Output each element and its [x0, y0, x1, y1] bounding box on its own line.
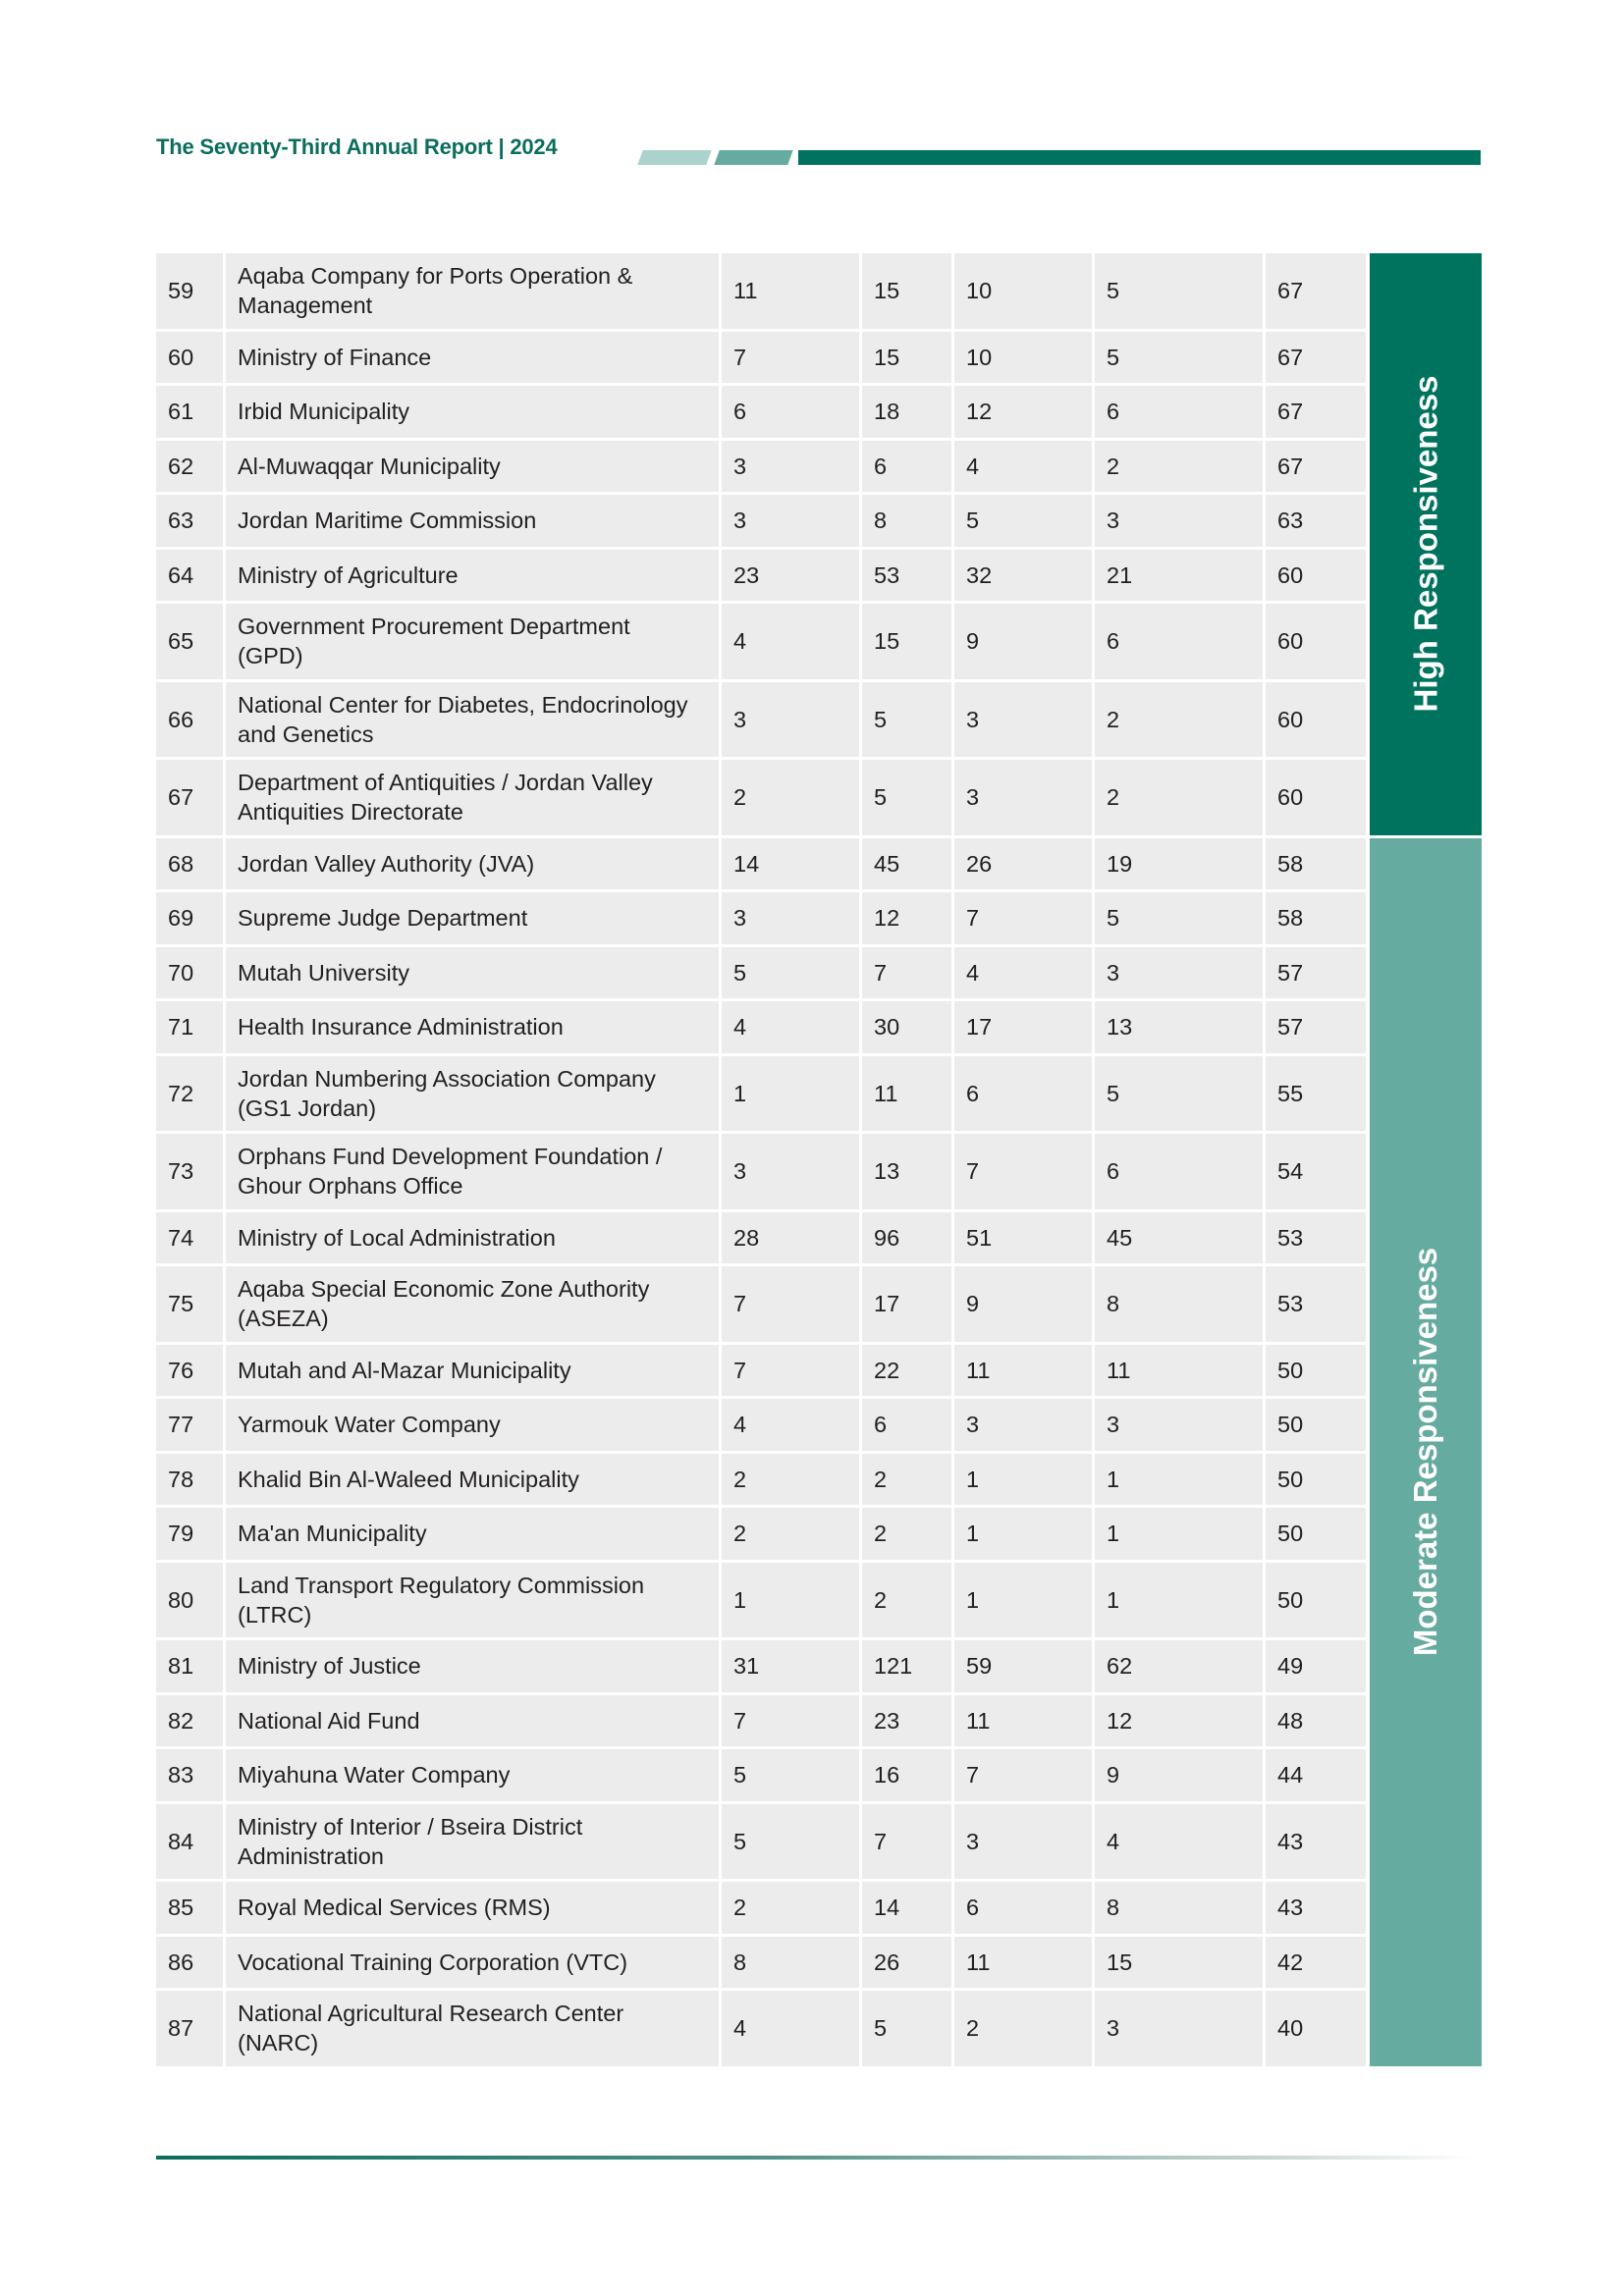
cell-value-2: 7: [862, 1804, 951, 1880]
cell-value-4: 5: [1095, 253, 1263, 329]
cell-value-1: 2: [722, 1882, 859, 1934]
cell-value-4: 3: [1095, 947, 1263, 999]
cell-value-5: 67: [1266, 386, 1366, 438]
cell-value-5: 67: [1266, 253, 1366, 329]
cell-value-3: 59: [954, 1640, 1092, 1692]
cell-value-5: 67: [1266, 332, 1366, 384]
cell-value-4: 2: [1095, 682, 1263, 758]
cell-value-5: 67: [1266, 441, 1366, 493]
cell-value-4: 2: [1095, 760, 1263, 835]
cell-name: Jordan Maritime Commission: [226, 495, 719, 547]
cell-rank: 72: [156, 1056, 223, 1132]
cell-value-5: 49: [1266, 1640, 1366, 1692]
table-row: [156, 760, 1366, 838]
table-row: [156, 1266, 1366, 1345]
cell-value-5: 58: [1266, 892, 1366, 944]
cell-value-3: 1: [954, 1508, 1092, 1560]
category-band-high: [1370, 253, 1482, 835]
cell-name: Government Procurement Department (GPD): [226, 604, 719, 679]
cell-rank: 78: [156, 1454, 223, 1506]
cell-value-2: 30: [862, 1001, 951, 1053]
cell-value-4: 6: [1095, 604, 1263, 679]
cell-value-3: 11: [954, 1695, 1092, 1747]
cell-value-5: 57: [1266, 947, 1366, 999]
cell-value-2: 18: [862, 386, 951, 438]
cell-value-5: 43: [1266, 1882, 1366, 1934]
cell-value-2: 15: [862, 332, 951, 384]
cell-value-2: 13: [862, 1134, 951, 1209]
cell-rank: 79: [156, 1508, 223, 1560]
cell-value-3: 7: [954, 1749, 1092, 1801]
cell-rank: 82: [156, 1695, 223, 1747]
table-row: [156, 838, 1366, 893]
cell-value-1: 2: [722, 1454, 859, 1506]
table-row: [156, 1345, 1366, 1400]
cell-name: Jordan Valley Authority (JVA): [226, 838, 719, 890]
cell-value-4: 8: [1095, 1266, 1263, 1342]
footer-divider: [156, 2156, 1473, 2160]
cell-value-1: 1: [722, 1056, 859, 1132]
cell-rank: 75: [156, 1266, 223, 1342]
cell-value-4: 11: [1095, 1345, 1263, 1397]
cell-rank: 73: [156, 1134, 223, 1209]
cell-rank: 84: [156, 1804, 223, 1880]
cell-value-2: 96: [862, 1212, 951, 1264]
cell-value-1: 8: [722, 1937, 859, 1989]
cell-value-3: 7: [954, 892, 1092, 944]
cell-value-2: 16: [862, 1749, 951, 1801]
cell-value-3: 10: [954, 332, 1092, 384]
cell-name: Mutah University: [226, 947, 719, 999]
cell-value-4: 3: [1095, 1991, 1263, 2066]
cell-value-1: 5: [722, 1749, 859, 1801]
cell-name: Irbid Municipality: [226, 386, 719, 438]
cell-value-1: 2: [722, 760, 859, 835]
cell-rank: 81: [156, 1640, 223, 1692]
cell-value-1: 2: [722, 1508, 859, 1560]
cell-value-2: 53: [862, 550, 951, 602]
table-row: [156, 1399, 1366, 1454]
table-row: [156, 441, 1366, 496]
cell-value-5: 42: [1266, 1937, 1366, 1989]
cell-value-1: 3: [722, 682, 859, 758]
cell-value-4: 8: [1095, 1882, 1263, 1934]
cell-rank: 68: [156, 838, 223, 890]
cell-value-4: 15: [1095, 1937, 1263, 1989]
table-row: [156, 1882, 1366, 1937]
category-label-high: High Responsiveness: [1407, 375, 1444, 713]
cell-name: Jordan Numbering Association Company (GS1 Jordan): [226, 1056, 719, 1132]
cell-value-5: 50: [1266, 1508, 1366, 1560]
cell-rank: 59: [156, 253, 223, 329]
cell-value-3: 1: [954, 1454, 1092, 1506]
cell-value-3: 26: [954, 838, 1092, 890]
cell-value-4: 9: [1095, 1749, 1263, 1801]
cell-value-2: 8: [862, 495, 951, 547]
cell-value-2: 2: [862, 1563, 951, 1638]
header-bar-segment-2: [714, 150, 792, 165]
table-row: [156, 1695, 1366, 1750]
cell-value-2: 22: [862, 1345, 951, 1397]
cell-value-1: 7: [722, 1345, 859, 1397]
cell-value-3: 5: [954, 495, 1092, 547]
cell-value-3: 4: [954, 947, 1092, 999]
cell-value-1: 4: [722, 604, 859, 679]
table-row: [156, 1749, 1366, 1804]
cell-value-5: 50: [1266, 1454, 1366, 1506]
cell-name: Ministry of Justice: [226, 1640, 719, 1692]
table-row: [156, 682, 1366, 761]
table-row: [156, 1056, 1366, 1135]
cell-name: Mutah and Al-Mazar Municipality: [226, 1345, 719, 1397]
cell-name: Al-Muwaqqar Municipality: [226, 441, 719, 493]
cell-name: Vocational Training Corporation (VTC): [226, 1937, 719, 1989]
cell-value-3: 17: [954, 1001, 1092, 1053]
cell-value-1: 4: [722, 1991, 859, 2066]
cell-value-1: 3: [722, 441, 859, 493]
cell-value-2: 15: [862, 604, 951, 679]
table-row: [156, 1640, 1366, 1695]
table-row: [156, 1563, 1366, 1641]
cell-value-2: 17: [862, 1266, 951, 1342]
cell-rank: 70: [156, 947, 223, 999]
cell-value-2: 2: [862, 1454, 951, 1506]
cell-value-4: 3: [1095, 495, 1263, 547]
cell-rank: 83: [156, 1749, 223, 1801]
cell-name: National Agricultural Research Center (NARC): [226, 1991, 719, 2066]
cell-value-5: 58: [1266, 838, 1366, 890]
cell-rank: 64: [156, 550, 223, 602]
cell-name: Miyahuna Water Company: [226, 1749, 719, 1801]
cell-name: Ministry of Local Administration: [226, 1212, 719, 1264]
cell-value-3: 11: [954, 1345, 1092, 1397]
cell-value-1: 1: [722, 1563, 859, 1638]
cell-name: Yarmouk Water Company: [226, 1399, 719, 1451]
cell-value-3: 4: [954, 441, 1092, 493]
cell-value-1: 6: [722, 386, 859, 438]
cell-rank: 87: [156, 1991, 223, 2066]
cell-name: Ministry of Agriculture: [226, 550, 719, 602]
report-title: The Seventy-Third Annual Report | 2024: [156, 134, 558, 159]
cell-value-5: 50: [1266, 1563, 1366, 1638]
cell-value-5: 60: [1266, 550, 1366, 602]
cell-value-5: 53: [1266, 1266, 1366, 1342]
cell-name: National Aid Fund: [226, 1695, 719, 1747]
cell-value-5: 48: [1266, 1695, 1366, 1747]
cell-name: Ma'an Municipality: [226, 1508, 719, 1560]
cell-value-2: 6: [862, 441, 951, 493]
cell-name: Khalid Bin Al-Waleed Municipality: [226, 1454, 719, 1506]
cell-value-3: 6: [954, 1056, 1092, 1132]
cell-value-5: 60: [1266, 604, 1366, 679]
cell-value-1: 3: [722, 1134, 859, 1209]
cell-value-3: 11: [954, 1937, 1092, 1989]
cell-name: Ministry of Finance: [226, 332, 719, 384]
cell-name: Aqaba Company for Ports Operation & Management: [226, 253, 719, 329]
cell-value-4: 62: [1095, 1640, 1263, 1692]
table-row: [156, 947, 1366, 1002]
cell-value-5: 50: [1266, 1345, 1366, 1397]
cell-rank: 67: [156, 760, 223, 835]
cell-value-1: 14: [722, 838, 859, 890]
cell-value-3: 7: [954, 1134, 1092, 1209]
cell-rank: 61: [156, 386, 223, 438]
cell-name: Orphans Fund Development Foundation / Ghour Orphans Office: [226, 1134, 719, 1209]
cell-name: Health Insurance Administration: [226, 1001, 719, 1053]
cell-value-2: 26: [862, 1937, 951, 1989]
category-band-moderate: [1370, 838, 1482, 2066]
cell-value-4: 1: [1095, 1508, 1263, 1560]
cell-name: Aqaba Special Economic Zone Authority (ASEZA): [226, 1266, 719, 1342]
cell-rank: 62: [156, 441, 223, 493]
cell-name: Ministry of Interior / Bseira District Administration: [226, 1804, 719, 1880]
cell-value-5: 57: [1266, 1001, 1366, 1053]
cell-value-5: 40: [1266, 1991, 1366, 2066]
cell-value-2: 6: [862, 1399, 951, 1451]
cell-value-3: 9: [954, 1266, 1092, 1342]
cell-rank: 74: [156, 1212, 223, 1264]
cell-value-5: 60: [1266, 760, 1366, 835]
cell-value-1: 5: [722, 947, 859, 999]
cell-rank: 65: [156, 604, 223, 679]
table-row: [156, 604, 1366, 682]
table-row: [156, 1937, 1366, 1992]
cell-value-3: 3: [954, 682, 1092, 758]
table-row: [156, 332, 1366, 387]
cell-value-1: 4: [722, 1399, 859, 1451]
cell-value-1: 5: [722, 1804, 859, 1880]
cell-value-2: 14: [862, 1882, 951, 1934]
cell-value-3: 6: [954, 1882, 1092, 1934]
cell-value-1: 3: [722, 892, 859, 944]
cell-value-4: 2: [1095, 441, 1263, 493]
category-label-moderate: Moderate Responsiveness: [1407, 1247, 1444, 1657]
cell-value-4: 6: [1095, 386, 1263, 438]
cell-value-3: 9: [954, 604, 1092, 679]
cell-value-2: 5: [862, 760, 951, 835]
cell-value-4: 12: [1095, 1695, 1263, 1747]
cell-rank: 80: [156, 1563, 223, 1638]
cell-value-5: 44: [1266, 1749, 1366, 1801]
cell-value-2: 2: [862, 1508, 951, 1560]
cell-value-2: 12: [862, 892, 951, 944]
cell-value-2: 15: [862, 253, 951, 329]
cell-value-2: 23: [862, 1695, 951, 1747]
table-row: [156, 1991, 1366, 2069]
cell-name: Royal Medical Services (RMS): [226, 1882, 719, 1934]
cell-value-3: 32: [954, 550, 1092, 602]
cell-value-4: 21: [1095, 550, 1263, 602]
header-bar-segment-1: [637, 150, 711, 165]
cell-value-5: 63: [1266, 495, 1366, 547]
cell-value-5: 53: [1266, 1212, 1366, 1264]
cell-name: National Center for Diabetes, Endocrinology and Genetics: [226, 682, 719, 758]
cell-value-3: 2: [954, 1991, 1092, 2066]
cell-rank: 66: [156, 682, 223, 758]
table-row: [156, 495, 1366, 550]
cell-name: Land Transport Regulatory Commission (LTRC): [226, 1563, 719, 1638]
cell-value-4: 3: [1095, 1399, 1263, 1451]
cell-value-1: 23: [722, 550, 859, 602]
cell-value-1: 7: [722, 332, 859, 384]
cell-value-3: 3: [954, 760, 1092, 835]
cell-value-4: 5: [1095, 1056, 1263, 1132]
cell-value-1: 11: [722, 253, 859, 329]
cell-rank: 85: [156, 1882, 223, 1934]
cell-value-2: 121: [862, 1640, 951, 1692]
table-row: [156, 550, 1366, 605]
cell-value-1: 7: [722, 1695, 859, 1747]
table-row: [156, 1001, 1366, 1056]
table-row: [156, 1508, 1366, 1563]
table-row: [156, 1804, 1366, 1883]
cell-value-4: 4: [1095, 1804, 1263, 1880]
cell-rank: 76: [156, 1345, 223, 1397]
cell-value-4: 19: [1095, 838, 1263, 890]
cell-value-1: 28: [722, 1212, 859, 1264]
cell-value-5: 50: [1266, 1399, 1366, 1451]
cell-value-4: 5: [1095, 332, 1263, 384]
cell-rank: 60: [156, 332, 223, 384]
cell-rank: 86: [156, 1937, 223, 1989]
cell-value-3: 3: [954, 1399, 1092, 1451]
cell-name: Supreme Judge Department: [226, 892, 719, 944]
cell-rank: 63: [156, 495, 223, 547]
cell-value-1: 31: [722, 1640, 859, 1692]
cell-value-5: 55: [1266, 1056, 1366, 1132]
table-row: [156, 253, 1366, 332]
cell-value-2: 5: [862, 1991, 951, 2066]
cell-value-2: 45: [862, 838, 951, 890]
cell-value-1: 4: [722, 1001, 859, 1053]
table-row: [156, 1212, 1366, 1267]
cell-value-4: 1: [1095, 1454, 1263, 1506]
cell-rank: 69: [156, 892, 223, 944]
cell-value-5: 60: [1266, 682, 1366, 758]
cell-name: Department of Antiquities / Jordan Valley Antiquities Directorate: [226, 760, 719, 835]
cell-value-1: 3: [722, 495, 859, 547]
cell-value-4: 13: [1095, 1001, 1263, 1053]
table-row: [156, 892, 1366, 947]
cell-value-3: 3: [954, 1804, 1092, 1880]
cell-value-2: 7: [862, 947, 951, 999]
cell-value-3: 10: [954, 253, 1092, 329]
cell-value-3: 1: [954, 1563, 1092, 1638]
cell-value-3: 12: [954, 386, 1092, 438]
cell-rank: 77: [156, 1399, 223, 1451]
cell-value-2: 11: [862, 1056, 951, 1132]
cell-value-3: 51: [954, 1212, 1092, 1264]
cell-value-4: 5: [1095, 892, 1263, 944]
cell-value-5: 54: [1266, 1134, 1366, 1209]
cell-value-4: 1: [1095, 1563, 1263, 1638]
cell-value-1: 7: [722, 1266, 859, 1342]
cell-rank: 71: [156, 1001, 223, 1053]
table-row: [156, 1454, 1366, 1509]
header-bar-main: [798, 150, 1481, 165]
table-row: [156, 386, 1366, 441]
cell-value-5: 43: [1266, 1804, 1366, 1880]
cell-value-4: 45: [1095, 1212, 1263, 1264]
cell-value-2: 5: [862, 682, 951, 758]
cell-value-4: 6: [1095, 1134, 1263, 1209]
table-row: [156, 1134, 1366, 1212]
